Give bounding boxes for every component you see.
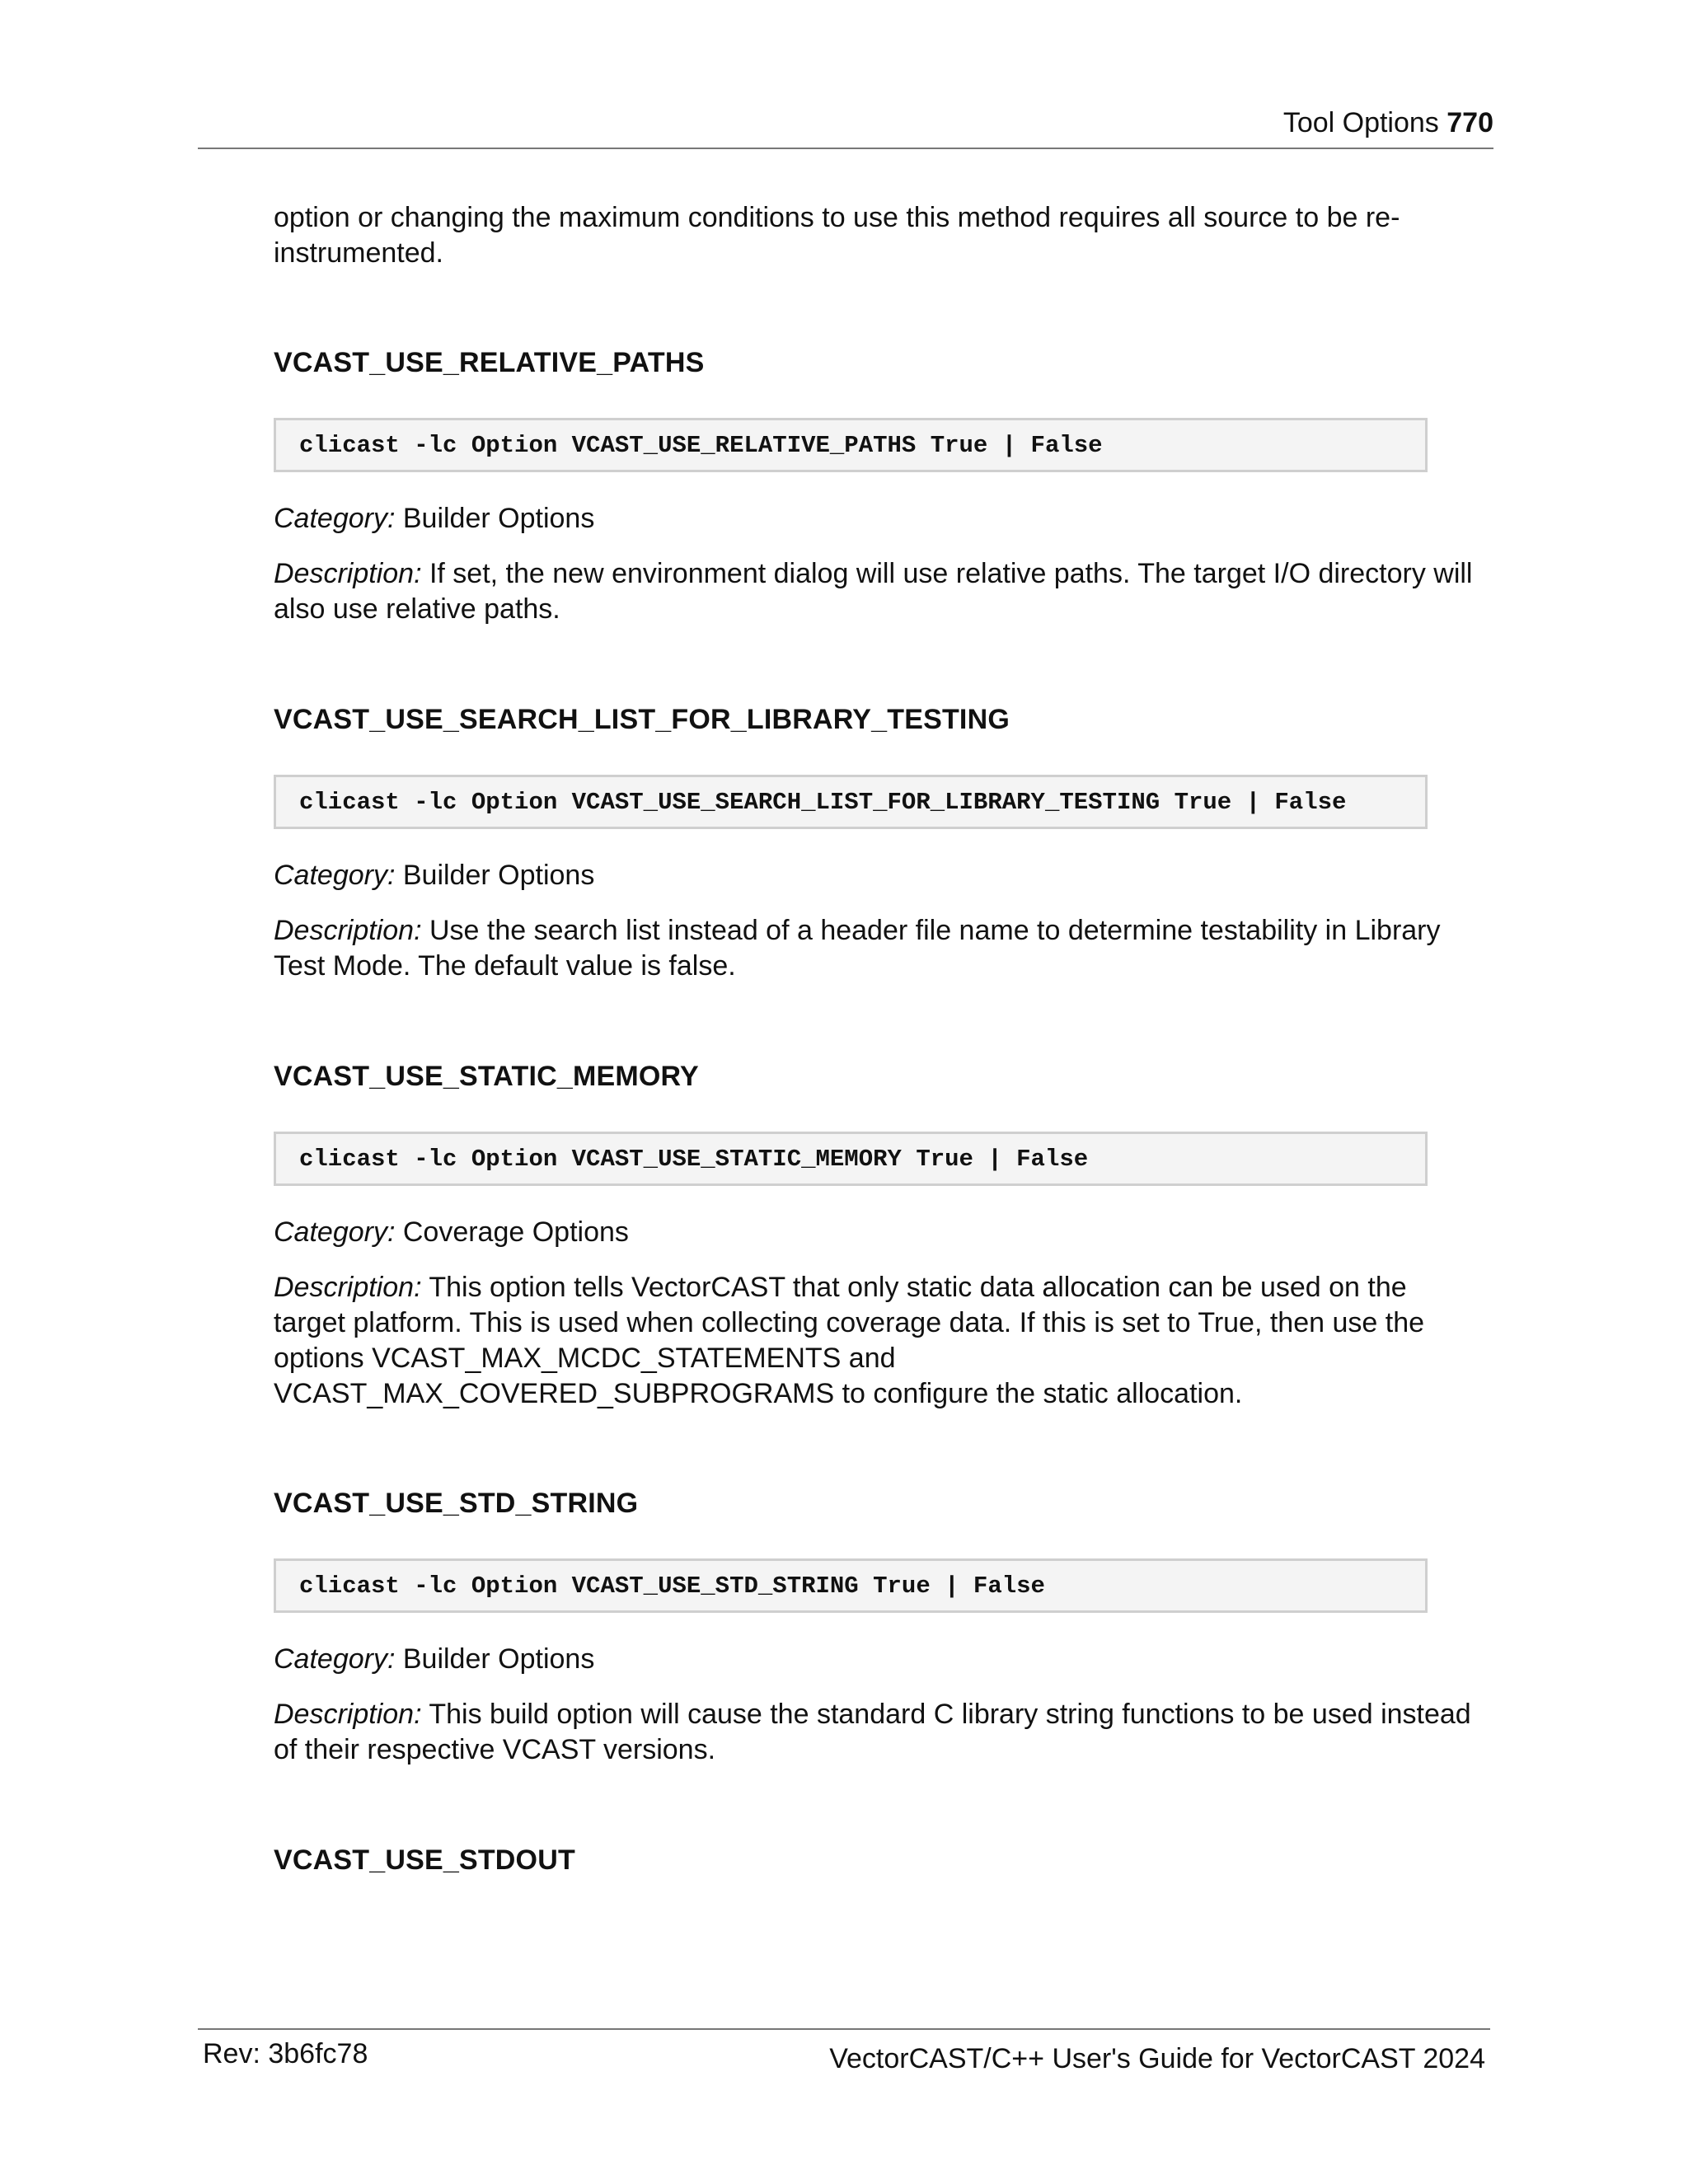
category-line	[274, 501, 1485, 537]
page-header	[198, 103, 1493, 149]
option-heading: VCAST_USE_STATIC_MEMORY	[274, 1061, 699, 1092]
category-value: Coverage Options	[402, 1216, 629, 1248]
description-paragraph	[274, 1697, 1485, 1768]
header-text	[1283, 106, 1493, 139]
option-heading: VCAST_USE_SEARCH_LIST_FOR_LIBRARY_TESTING	[274, 704, 1010, 735]
page-number: 770	[1447, 107, 1493, 138]
intro-paragraph: option or changing the maximum conditions to use this method requires all source to be re-instrumented.	[274, 202, 1400, 269]
option-heading: VCAST_USE_RELATIVE_PATHS	[274, 347, 705, 378]
category-line	[274, 858, 1485, 893]
category-line	[274, 1215, 1485, 1250]
command-text: clicast -lc Option VCAST_USE_STATIC_MEMORY True | False	[299, 1146, 1089, 1173]
description-label: Description:	[274, 1699, 422, 1730]
option-heading: VCAST_USE_STD_STRING	[274, 1488, 639, 1519]
command-text: clicast -lc Option VCAST_USE_STD_STRING True | False	[299, 1572, 1045, 1600]
description-text: This option tells VectorCAST that only static data allocation can be used on the target platform. This is used when collecting coverage data. If this is set to True, then use the options VCAST_MAX_MCDC_STATEMENTS and VCAST_MAX_COVERED_SUBPROGRAMS to configure the static allocation.	[274, 1272, 1425, 1409]
description-label: Description:	[274, 1272, 422, 1303]
category-label: Category:	[274, 503, 396, 534]
category-value: Builder Options	[402, 860, 595, 891]
description-paragraph	[274, 913, 1485, 984]
code-block	[274, 418, 1428, 472]
footer-revision: Rev: 3b6fc78	[203, 2038, 368, 2069]
code-block	[274, 775, 1428, 829]
footer-guide-title: VectorCAST/C++ User's Guide for VectorCAST 2024	[829, 2043, 1485, 2074]
command-text: clicast -lc Option VCAST_USE_SEARCH_LIST_FOR_LIBRARY_TESTING True | False	[299, 789, 1347, 816]
description-text: If set, the new environment dialog will use relative paths. The target I/O directory will also use relative paths.	[274, 558, 1473, 625]
footer-divider	[198, 2028, 1490, 2030]
command-text: clicast -lc Option VCAST_USE_RELATIVE_PATHS True | False	[299, 432, 1103, 459]
category-value: Builder Options	[402, 1643, 595, 1675]
category-label: Category:	[274, 860, 396, 891]
category-line	[274, 1642, 1485, 1677]
description-text: Use the search list instead of a header file name to determine testability in Library Test Mode. The default value is false.	[274, 915, 1441, 982]
category-label: Category:	[274, 1643, 396, 1675]
description-paragraph	[274, 1270, 1444, 1412]
category-label: Category:	[274, 1216, 396, 1248]
description-paragraph	[274, 556, 1485, 627]
option-heading: VCAST_USE_STDOUT	[274, 1844, 575, 1876]
code-block	[274, 1132, 1428, 1186]
description-label: Description:	[274, 558, 422, 589]
category-value: Builder Options	[402, 503, 595, 534]
section-title: Tool Options	[1282, 107, 1439, 138]
description-label: Description:	[274, 915, 422, 946]
description-text: This build option will cause the standard C library string functions to be used instead of their respective VCAST versions.	[274, 1699, 1471, 1765]
code-block	[274, 1558, 1428, 1613]
